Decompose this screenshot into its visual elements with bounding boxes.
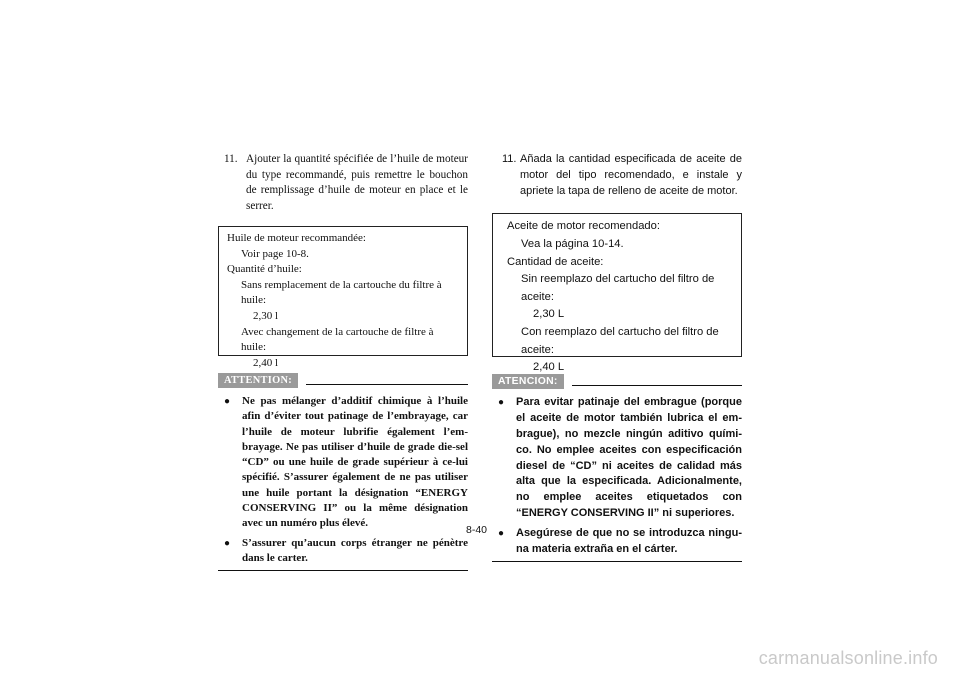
- caution-list: [218, 394, 468, 566]
- caution-text: Ne pas mélanger d’additif chimique à l’huile afin d’éviter tout patinage de l’embrayage, car l’huile de moteur lubrifie également l’em-brayage. Ne pas utiliser d’huile de grade die-sel “CD” ou une huile de grade supérieur à ce-lui spécifié. S’assurer également de ne pas utiliser une huile portant la désignation “ENERGY CONSERVING II” ou la même désignation avec un numéro plus élevé.: [242, 395, 468, 530]
- french-column: [218, 152, 468, 571]
- watermark: carmanualsonline.info: [758, 648, 938, 668]
- caution-item: [218, 536, 468, 567]
- step-text: Añada la cantidad especificada de aceite de motor del tipo recomendado, e instale y apriete la tapa de relleno de aceite de motor.: [520, 153, 742, 197]
- step-text: Ajouter la quantité spécifiée de l’huile de moteur du type recommandé, puis remettre le bouchon de remplissage d’huile de moteur en place et le serrer.: [246, 153, 468, 212]
- instruction-step: [218, 152, 468, 214]
- caution-header: [218, 370, 468, 388]
- bullet-icon: ●: [224, 537, 231, 549]
- spec-heading: Quantité d’huile:: [227, 263, 302, 276]
- spec-quantity: 2,40 l: [253, 356, 279, 369]
- spec-value: Vea la página 10-14.: [521, 237, 624, 250]
- caution-item: [492, 526, 742, 558]
- caution-text: Asegúrese de que no se introduzca ningu-na materia extraña en el cárter.: [516, 526, 742, 555]
- caution-list: [492, 395, 742, 557]
- spec-heading: Huile de moteur recommandée:: [227, 232, 366, 244]
- oil-spec-box: [492, 213, 742, 374]
- spec-condition: Con reemplazo del cartucho del filtro de aceite:: [521, 325, 719, 356]
- caution-label: ATENCION:: [492, 374, 564, 389]
- section-end-rule: [492, 561, 742, 562]
- bullet-icon: ●: [498, 397, 505, 409]
- caution-header: [492, 371, 742, 389]
- caution-rule: [572, 385, 742, 386]
- caution-text: S’assurer qu’aucun corps étranger ne pénètre dans le carter.: [242, 536, 468, 564]
- oil-spec-box: [218, 226, 468, 369]
- caution-text: Para evitar patinaje del embrague (porque el aceite de motor también lubrica el em-brague), no mezcle ningún aditivo quími-co. No emplee aceites con especificación diesel de “CD” ni aceites de calidad más alta que la especificada. Adicionalmente, no emplee aceites etiquetados con “ENERGY CONSERVING II” ni superiores.: [516, 396, 742, 519]
- spec-quantity: 2,40 L: [533, 361, 565, 374]
- caution-rule: [306, 384, 468, 385]
- bullet-icon: ●: [224, 396, 231, 407]
- section-end-rule: [218, 570, 468, 571]
- bullet-icon: ●: [498, 527, 505, 539]
- caution-item: [492, 395, 742, 521]
- instruction-step: [492, 152, 742, 199]
- spec-value: Voir page 10-8.: [241, 247, 309, 260]
- spec-condition: Sans remplacement de la cartouche du filtre à huile:: [241, 278, 442, 307]
- caution-item: [218, 394, 468, 532]
- spec-quantity: 2,30 l: [253, 309, 279, 322]
- step-number: 11.: [224, 153, 238, 165]
- spec-heading: Cantidad de aceite:: [507, 255, 604, 268]
- spec-condition: Sin reemplazo del cartucho del filtro de aceite:: [521, 273, 715, 303]
- step-number: 11.: [502, 153, 517, 165]
- spec-condition: Avec changement de la cartouche de filtre à huile:: [241, 325, 434, 354]
- page-number: 8-40: [466, 524, 488, 536]
- spec-heading: Aceite de motor recomendado:: [507, 220, 660, 233]
- spec-quantity: 2,30 L: [533, 308, 565, 321]
- caution-label: ATTENTION:: [218, 373, 298, 388]
- spanish-column: [492, 152, 742, 562]
